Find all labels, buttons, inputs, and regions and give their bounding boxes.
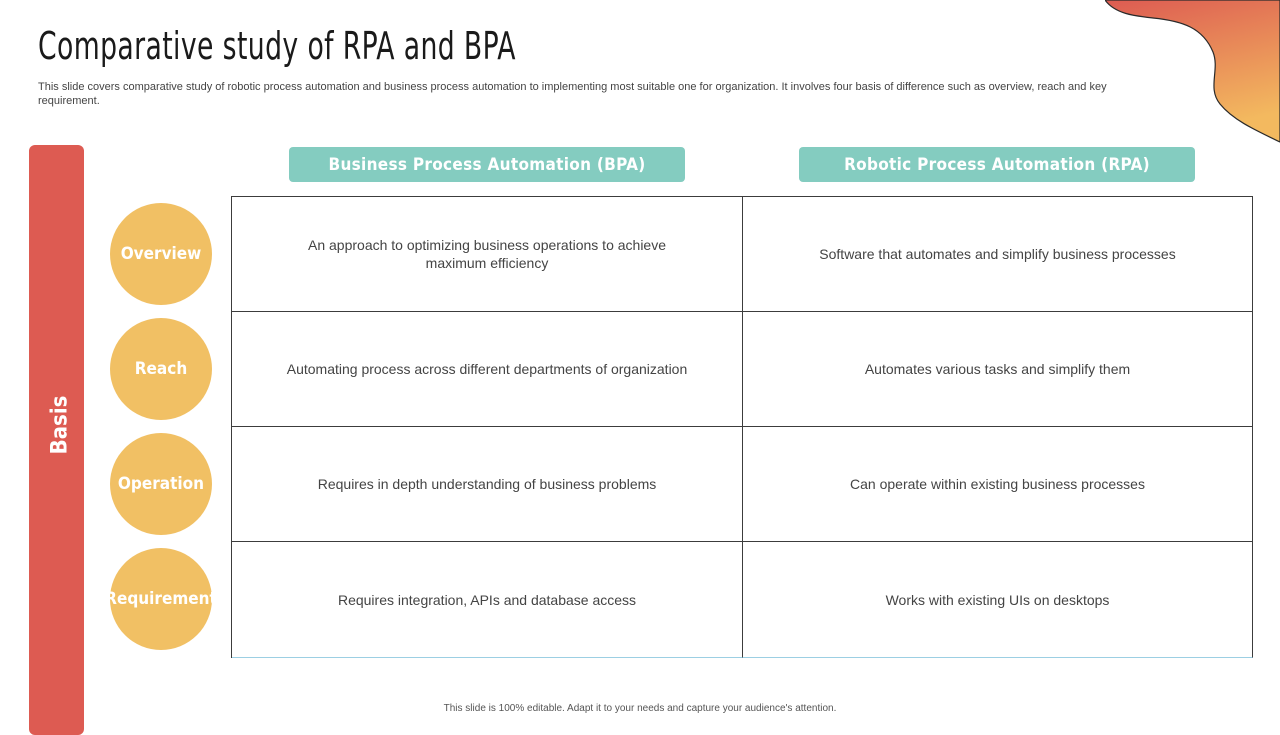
footer-note: This slide is 100% editable. Adapt it to your needs and capture your audience's attention. [443, 703, 837, 714]
basis-label: Basis [47, 395, 73, 455]
basis-circle-requirement: Requirement [110, 548, 212, 650]
slide-subtitle: This slide covers comparative study of robotic process automation and business process automation to implementing most suitable one for organization. It involves four basis of difference such as overview, reach and key requirement. [38, 81, 1107, 107]
slide-title: Comparative study of RPA and BPA [38, 24, 516, 68]
table-cell-bpa-operation: Requires in depth understanding of business problems [232, 427, 743, 542]
column-header-rpa: Robotic Process Automation (RPA) [799, 147, 1195, 182]
comparison-table [231, 196, 1253, 658]
table-cell-bpa-overview: An approach to optimizing business operations to achieve maximum efficiency [232, 197, 743, 312]
table-cell-rpa-overview: Software that automates and simplify business processes [743, 197, 1253, 312]
basis-circle-overview: Overview [110, 203, 212, 305]
table-cell-rpa-reach: Automates various tasks and simplify them [743, 312, 1253, 427]
column-header-bpa: Business Process Automation (BPA) [289, 147, 685, 182]
table-cell-rpa-requirement: Works with existing UIs on desktops [743, 542, 1253, 658]
basis-circle-operation: Operation [110, 433, 212, 535]
table-cell-rpa-operation: Can operate within existing business processes [743, 427, 1253, 542]
table-cell-bpa-reach: Automating process across different departments of organization [232, 312, 743, 427]
corner-decoration-shape [1105, 0, 1280, 145]
basis-circle-reach: Reach [110, 318, 212, 420]
table-cell-bpa-requirement: Requires integration, APIs and database access [232, 542, 743, 658]
